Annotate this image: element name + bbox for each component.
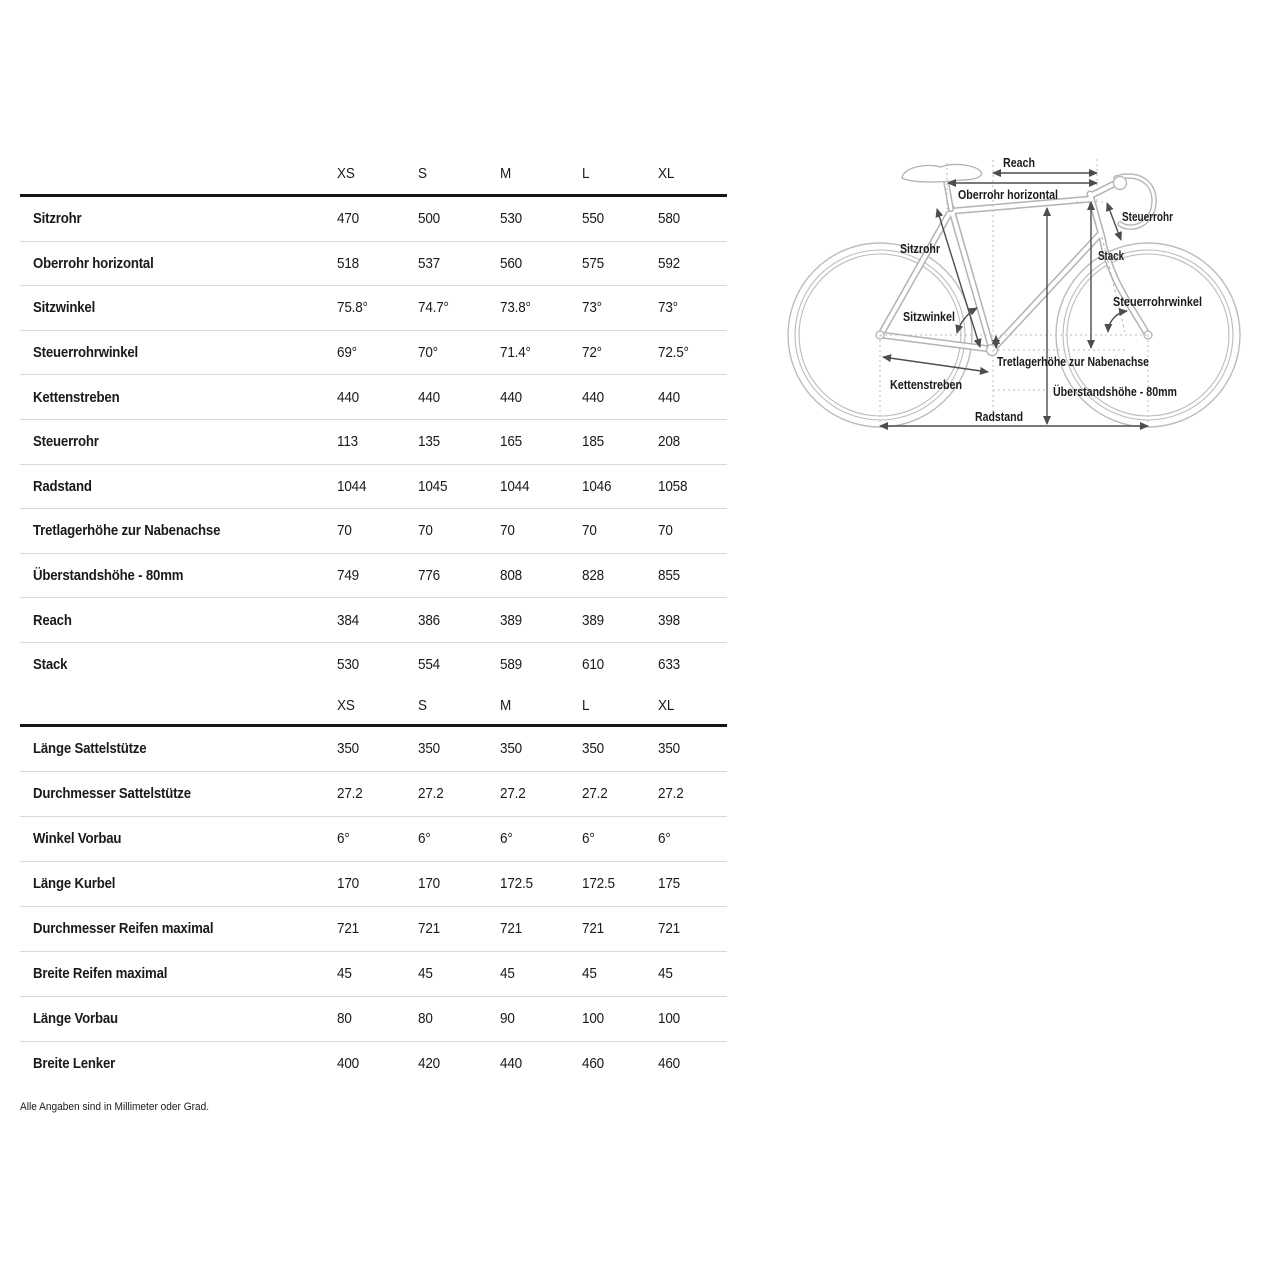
row-value: 27.2 <box>500 785 526 803</box>
row-value: 185 <box>582 433 604 451</box>
row-value: 749 <box>337 567 359 585</box>
row-value: 592 <box>658 254 680 272</box>
row-value: 440 <box>500 388 522 406</box>
kettenstreben-dimension <box>883 357 988 372</box>
row-label: Länge Kurbel <box>33 875 116 893</box>
row-value: 828 <box>582 567 604 585</box>
row-value: 389 <box>582 611 604 629</box>
row-value: 70 <box>418 522 433 540</box>
row-value: 27.2 <box>337 785 363 803</box>
table-row <box>20 197 727 242</box>
row-value: 440 <box>418 388 440 406</box>
row-label: Steuerrohr <box>33 433 99 451</box>
row-value: 27.2 <box>418 785 444 803</box>
row-value: 554 <box>418 656 440 674</box>
table-row <box>20 1042 727 1086</box>
row-value: 721 <box>337 920 359 938</box>
row-value: 208 <box>658 433 680 451</box>
row-label: Winkel Vorbau <box>33 830 122 848</box>
table-row <box>20 817 727 862</box>
steuerrohrwinkel-angle-arc <box>1108 311 1127 332</box>
row-label: Überstandshöhe - 80mm <box>33 567 184 585</box>
row-value: 6° <box>582 830 595 848</box>
row-value: 1058 <box>658 477 688 495</box>
size-header-cell: L <box>582 164 590 182</box>
row-value: 776 <box>418 567 440 585</box>
table-row <box>20 643 727 687</box>
row-value: 45 <box>500 965 515 983</box>
table-row <box>20 598 727 643</box>
table-section-frame-geometry <box>20 152 727 687</box>
row-value: 175 <box>658 875 680 893</box>
row-value: 400 <box>337 1055 359 1073</box>
table-row <box>20 331 727 376</box>
row-value: 1044 <box>337 477 367 495</box>
row-value: 6° <box>658 830 671 848</box>
row-value: 808 <box>500 567 522 585</box>
table-row <box>20 952 727 997</box>
row-value: 73° <box>582 299 602 317</box>
row-value: 73.8° <box>500 299 531 317</box>
row-value: 6° <box>418 830 431 848</box>
table-section-components <box>20 687 727 1086</box>
row-value: 721 <box>658 920 680 938</box>
row-value: 633 <box>658 656 680 674</box>
row-value: 6° <box>337 830 350 848</box>
size-header-cell: XS <box>337 164 355 182</box>
row-value: 172.5 <box>500 875 533 893</box>
row-value: 721 <box>500 920 522 938</box>
row-value: 721 <box>582 920 604 938</box>
row-value: 45 <box>337 965 352 983</box>
row-value: 100 <box>658 1010 680 1028</box>
row-value: 135 <box>418 433 440 451</box>
row-value: 721 <box>418 920 440 938</box>
row-value: 460 <box>582 1055 604 1073</box>
row-value: 389 <box>500 611 522 629</box>
handlebar-clamp-icon <box>1114 177 1127 190</box>
row-value: 575 <box>582 254 604 272</box>
row-label: Länge Vorbau <box>33 1010 118 1028</box>
row-value: 100 <box>582 1010 604 1028</box>
tretlagerhoehe-label: Tretlagerhöhe zur Nabenachse <box>997 355 1150 369</box>
steuerrohrwinkel-label: Steuerrohrwinkel <box>1113 295 1202 309</box>
row-value: 350 <box>337 740 359 758</box>
size-header-cell: XS <box>337 696 355 714</box>
row-value: 420 <box>418 1055 440 1073</box>
row-value: 610 <box>582 656 604 674</box>
row-value: 70 <box>337 522 352 540</box>
row-value: 855 <box>658 567 680 585</box>
steuerrohr-label: Steuerrohr <box>1122 210 1174 224</box>
row-value: 589 <box>500 656 522 674</box>
sitzrohr-label: Sitzrohr <box>900 242 941 256</box>
row-value: 350 <box>658 740 680 758</box>
sitzwinkel-label: Sitzwinkel <box>903 310 955 324</box>
table-row <box>20 509 727 554</box>
row-value: 75.8° <box>337 299 368 317</box>
row-value: 72.5° <box>658 344 689 362</box>
oberrohr-label: Oberrohr horizontal <box>958 188 1058 202</box>
size-header-cell: M <box>500 696 512 714</box>
units-note: Alle Angaben sind in Millimeter oder Grad. <box>20 1101 210 1113</box>
size-header-row <box>20 152 727 197</box>
row-value: 580 <box>658 210 680 228</box>
row-value: 170 <box>418 875 440 893</box>
row-value: 1046 <box>582 477 612 495</box>
table-row <box>20 727 727 772</box>
row-value: 1045 <box>418 477 448 495</box>
row-value: 440 <box>658 388 680 406</box>
reach-label: Reach <box>1003 156 1035 170</box>
size-header-cell: XL <box>658 164 675 182</box>
row-value: 537 <box>418 254 440 272</box>
radstand-label: Radstand <box>975 410 1023 424</box>
row-value: 530 <box>500 210 522 228</box>
row-value: 45 <box>658 965 673 983</box>
stack-label: Stack <box>1098 249 1125 263</box>
row-value: 386 <box>418 611 440 629</box>
row-value: 73° <box>658 299 678 317</box>
row-value: 1044 <box>500 477 530 495</box>
row-value: 74.7° <box>418 299 449 317</box>
geometry-table <box>20 152 727 1086</box>
row-value: 518 <box>337 254 359 272</box>
row-value: 500 <box>418 210 440 228</box>
row-value: 350 <box>418 740 440 758</box>
saddle-icon <box>902 165 982 183</box>
row-value: 90 <box>500 1010 515 1028</box>
row-label: Sitzrohr <box>33 210 82 228</box>
row-value: 440 <box>582 388 604 406</box>
row-value: 460 <box>658 1055 680 1073</box>
row-value: 172.5 <box>582 875 615 893</box>
row-value: 80 <box>337 1010 352 1028</box>
size-header-cell: L <box>582 696 590 714</box>
row-value: 113 <box>337 433 358 451</box>
row-label: Breite Reifen maximal <box>33 965 168 983</box>
row-label: Länge Sattelstütze <box>33 740 147 758</box>
row-label: Radstand <box>33 477 92 495</box>
row-value: 27.2 <box>658 785 684 803</box>
row-value: 6° <box>500 830 513 848</box>
table-row <box>20 465 727 510</box>
row-label: Breite Lenker <box>33 1055 116 1073</box>
row-label: Steuerrohrwinkel <box>33 344 139 362</box>
row-value: 45 <box>418 965 433 983</box>
row-label: Stack <box>33 656 68 674</box>
table-row <box>20 286 727 331</box>
row-value: 71.4° <box>500 344 531 362</box>
row-value: 27.2 <box>582 785 608 803</box>
size-header-row <box>20 687 727 727</box>
row-label: Tretlagerhöhe zur Nabenachse <box>33 522 221 540</box>
row-value: 70 <box>500 522 515 540</box>
table-row <box>20 554 727 599</box>
table-row <box>20 242 727 287</box>
row-label: Durchmesser Reifen maximal <box>33 920 214 938</box>
row-value: 550 <box>582 210 604 228</box>
table-row <box>20 862 727 907</box>
row-label: Durchmesser Sattelstütze <box>33 785 191 803</box>
row-value: 384 <box>337 611 359 629</box>
row-value: 560 <box>500 254 522 272</box>
table-row <box>20 907 727 952</box>
table-row <box>20 997 727 1042</box>
ueberstandshoehe-label: Überstandshöhe - 80mm <box>1053 385 1199 399</box>
row-value: 440 <box>337 388 359 406</box>
size-header-cell: M <box>500 164 512 182</box>
row-value: 440 <box>500 1055 522 1073</box>
row-value: 70 <box>582 522 597 540</box>
row-value: 80 <box>418 1010 433 1028</box>
kettenstreben-label: Kettenstreben <box>890 378 962 392</box>
row-label: Sitzwinkel <box>33 299 96 317</box>
bike-geometry-diagram <box>780 135 1280 445</box>
row-value: 165 <box>500 433 522 451</box>
size-header-cell: S <box>418 164 427 182</box>
row-value: 470 <box>337 210 359 228</box>
row-value: 350 <box>582 740 604 758</box>
table-row <box>20 772 727 817</box>
row-value: 530 <box>337 656 359 674</box>
row-label: Reach <box>33 611 72 629</box>
table-row <box>20 420 727 465</box>
row-label: Oberrohr horizontal <box>33 254 154 272</box>
row-value: 45 <box>582 965 597 983</box>
row-value: 69° <box>337 344 357 362</box>
size-header-cell: S <box>418 696 427 714</box>
row-value: 72° <box>582 344 602 362</box>
table-row <box>20 375 727 420</box>
row-value: 398 <box>658 611 680 629</box>
size-header-cell: XL <box>658 696 675 714</box>
row-value: 170 <box>337 875 359 893</box>
row-label: Kettenstreben <box>33 388 120 406</box>
row-value: 70 <box>658 522 673 540</box>
row-value: 350 <box>500 740 522 758</box>
row-value: 70° <box>418 344 438 362</box>
